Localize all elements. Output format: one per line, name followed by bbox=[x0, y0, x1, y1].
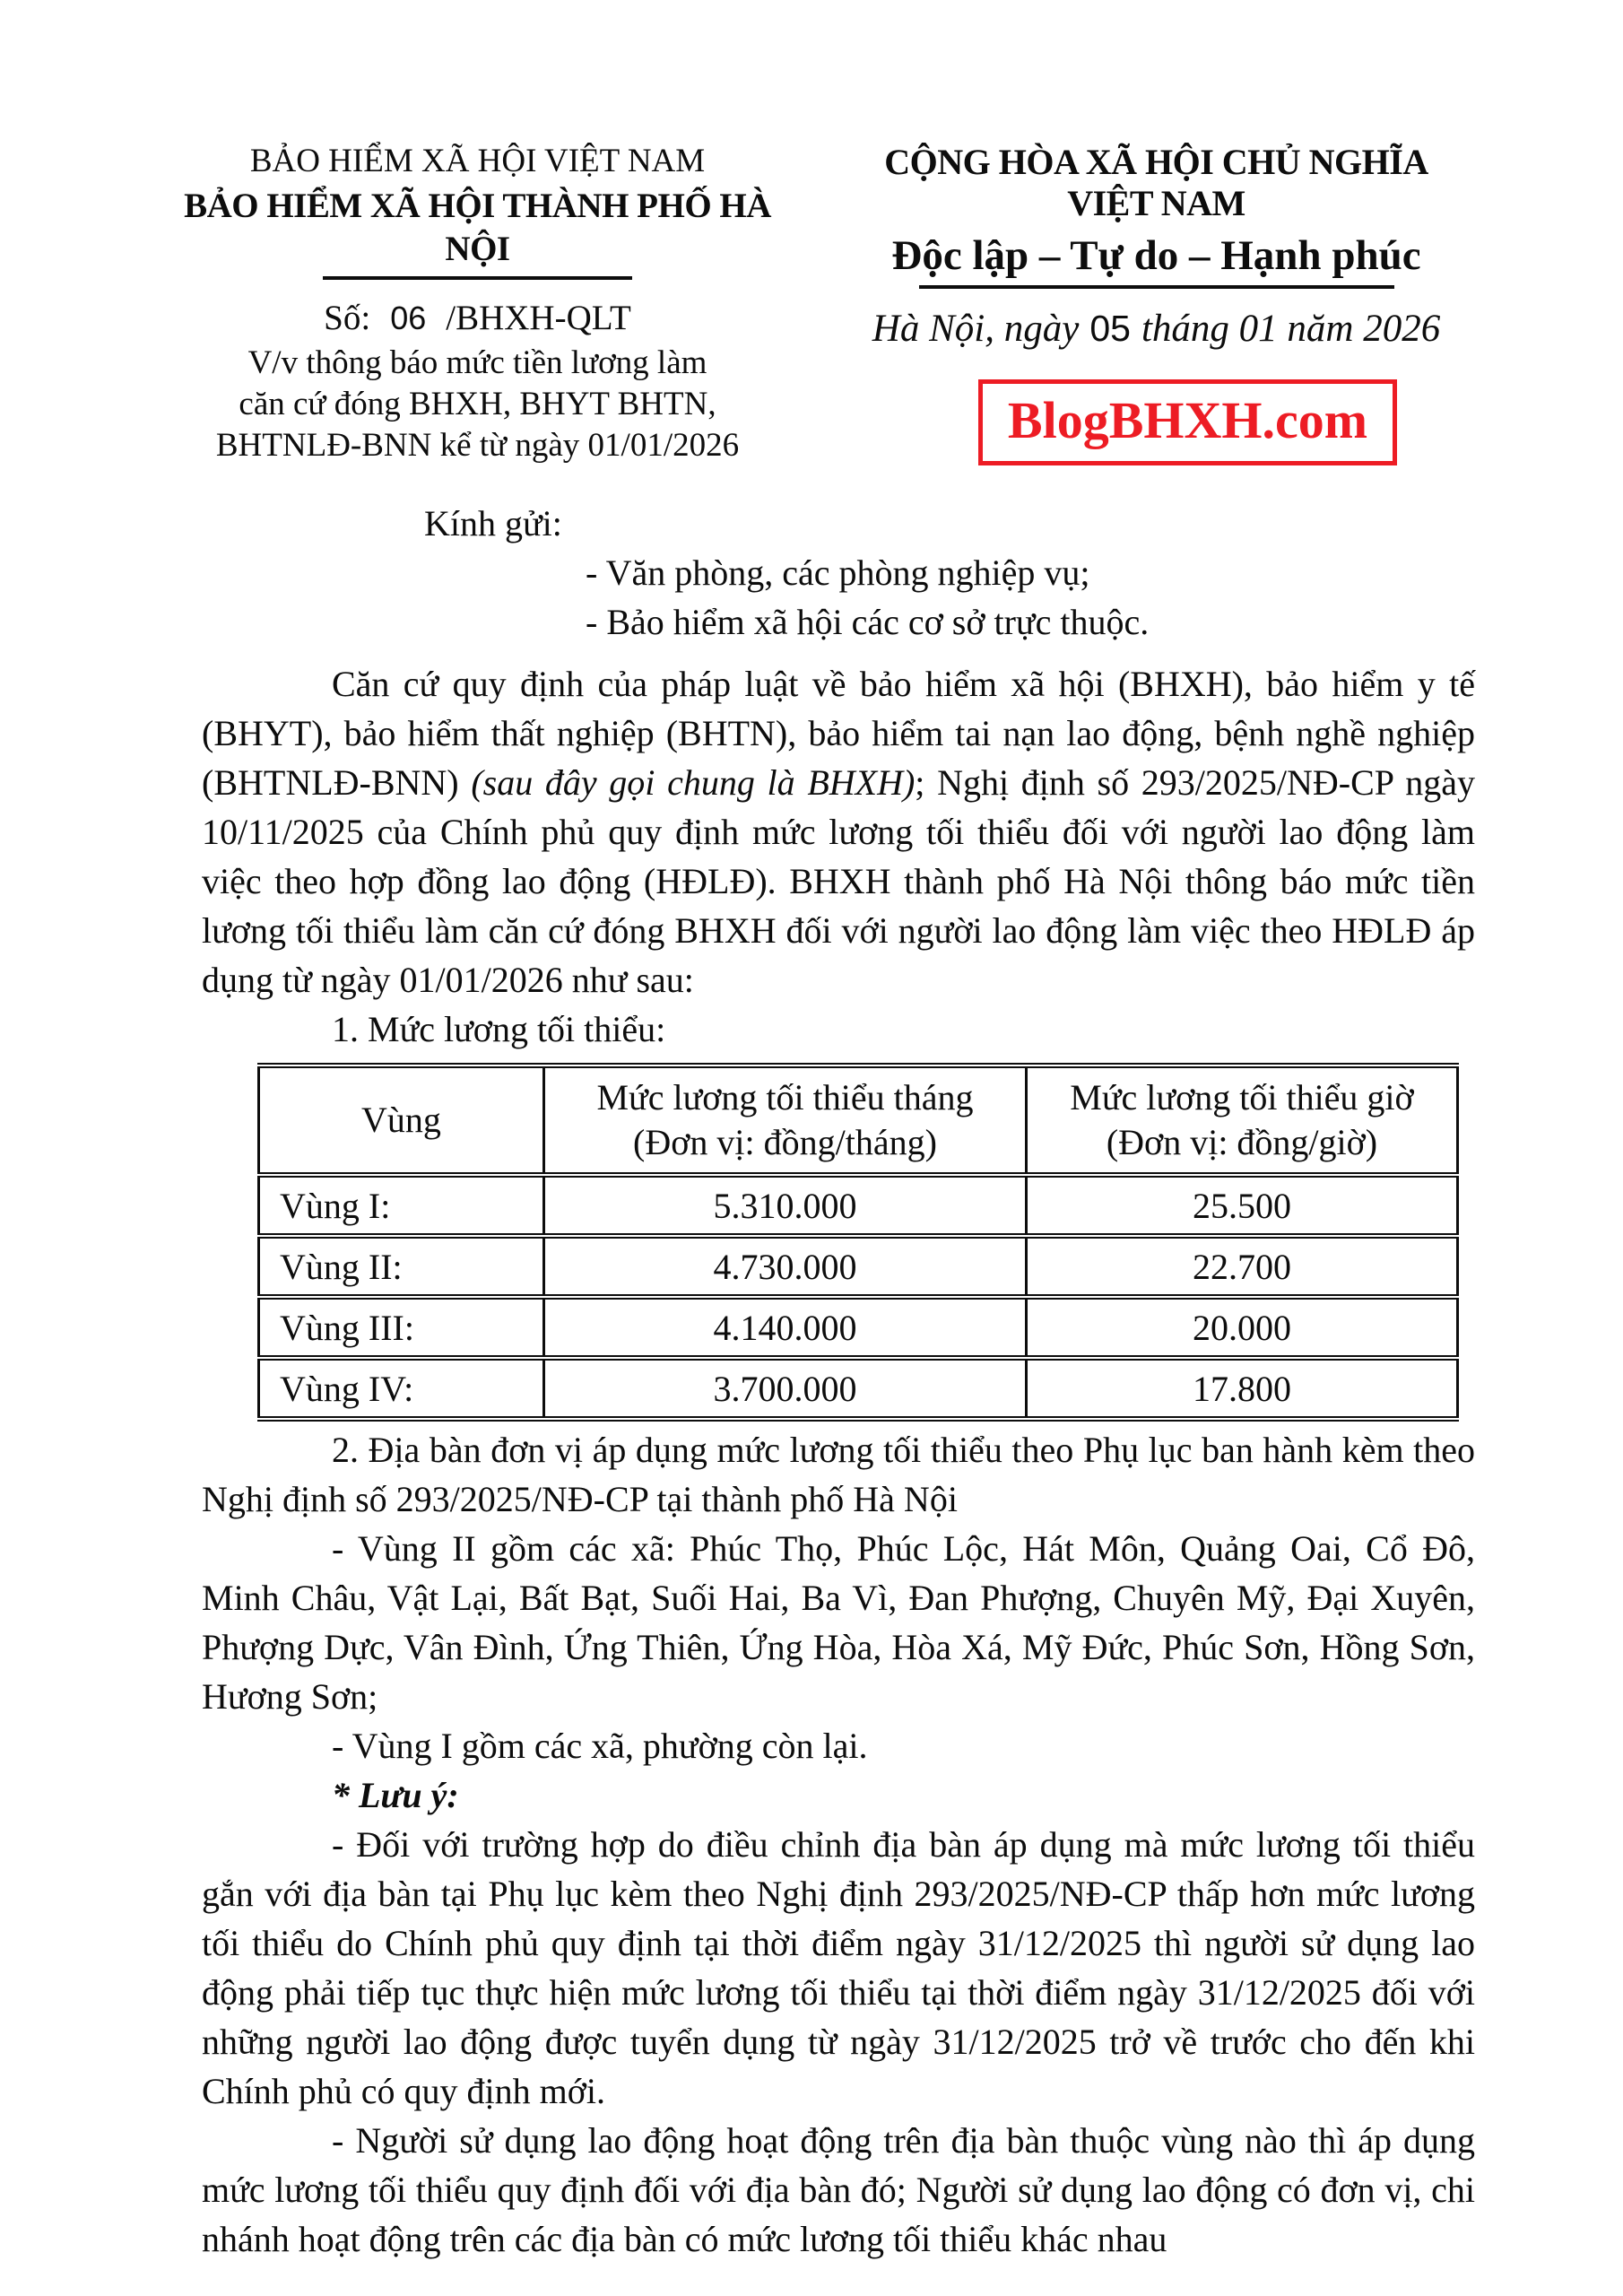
note-item-1: - Đối với trường hợp do điều chỉnh địa bàn áp dụng mà mức lương tối thiểu gắn với địa bàn tại Phụ lục kèm theo Nghị định 293/2025/NĐ-CP thấp hơn mức lương tối thiểu do Chính phủ quy định tại thời điểm ngày 31/12/2025 thì người sử dụng lao động phải tiếp tục thực hiện mức lương tối thiểu tại thời điểm ngày 31/12/2025 đối với những người lao động được tuyển dụng từ ngày 31/12/2025 trở về trước cho đến khi Chính phủ có quy định mới. bbox=[202, 1824, 1475, 2111]
recipient-item-2: - Bảo hiểm xã hội các cơ sở trực thuộc. bbox=[586, 602, 1150, 642]
doc-no-suffix: /BHXH-QLT bbox=[446, 299, 631, 337]
intro-text-2: ; Nghị định số 293/2025/NĐ-CP ngày 10/11/2025 của Chính phủ quy định mức lương tối thiểu đối với người lao động làm việc theo hợp đồng lao động (HĐLĐ). BHXH thành phố Hà Nội thông báo mức tiền lương tối thiểu làm căn cứ đóng BHXH đối với người lao động làm việc theo HĐLĐ áp dụng từ ngày 01/01/2026 như sau: bbox=[202, 762, 1476, 1000]
issuer-block bbox=[179, 142, 776, 466]
column-header-monthly bbox=[544, 1065, 1027, 1175]
section2-zone1-note: - Vùng I gồm các xã, phường còn lại. bbox=[332, 1726, 868, 1766]
column-header-hourly-unit: (Đơn vị: đồng/giờ) bbox=[1106, 1122, 1378, 1162]
zone1-hourly-wage: 25.500 bbox=[1027, 1175, 1458, 1236]
notes-label: * Lưu ý: bbox=[332, 1775, 459, 1815]
zone3-label: Vùng III: bbox=[259, 1297, 544, 1358]
intro-text-italic: (sau đây gọi chung là BHXH) bbox=[471, 762, 916, 803]
zone2-monthly-wage: 4.730.000 bbox=[544, 1236, 1027, 1297]
table-header-row bbox=[259, 1065, 1458, 1175]
date-day-value: 05 bbox=[1089, 308, 1131, 349]
issuer-parent-org: BẢO HIỂM XÃ HỘI VIỆT NAM bbox=[249, 143, 706, 179]
zone1-label: Vùng I: bbox=[259, 1175, 544, 1236]
document-number-line bbox=[179, 298, 776, 339]
zone2-hourly-wage: 22.700 bbox=[1027, 1236, 1458, 1297]
document-header bbox=[0, 0, 1623, 466]
zone2-label: Vùng II: bbox=[259, 1236, 544, 1297]
zone3-hourly-wage: 20.000 bbox=[1027, 1297, 1458, 1358]
minimum-wage-table bbox=[257, 1063, 1459, 1422]
recipient-item-1: - Văn phòng, các phòng nghiệp vụ; bbox=[586, 552, 1090, 593]
spacer bbox=[202, 647, 1475, 659]
column-header-monthly-unit: (Đơn vị: đồng/tháng) bbox=[633, 1122, 937, 1162]
table-row-zone2 bbox=[259, 1236, 1458, 1297]
section1-heading: 1. Mức lương tối thiểu: bbox=[332, 1009, 666, 1049]
table-row-zone1 bbox=[259, 1175, 1458, 1236]
subject-line-3: BHTNLĐ-BNN kể từ ngày 01/01/2026 bbox=[215, 427, 740, 464]
column-header-hourly-title: Mức lương tối thiểu giờ bbox=[1070, 1077, 1414, 1118]
table-row-zone4 bbox=[259, 1358, 1458, 1419]
place-date-line bbox=[840, 305, 1472, 352]
intro-paragraph bbox=[202, 659, 1475, 1004]
zone3-monthly-wage: 4.140.000 bbox=[544, 1297, 1027, 1358]
intro-text-1: Căn cứ quy định của pháp luật về bảo hiểm xã hội (BHXH), bảo hiểm y tế (BHYT), bảo hiểm thất nghiệp (BHTN), bảo hiểm tai nạn lao động, bệnh nghề nghiệp (BHTNLĐ-BNN) bbox=[202, 664, 1475, 803]
doc-no-label: Số: bbox=[324, 299, 371, 337]
table-row-zone3 bbox=[259, 1297, 1458, 1358]
salutation: Kính gửi: bbox=[424, 503, 562, 544]
issuer-underline bbox=[323, 276, 632, 280]
column-header-hourly bbox=[1027, 1065, 1458, 1175]
column-header-monthly-title: Mức lương tối thiểu tháng bbox=[596, 1077, 974, 1118]
date-suffix: tháng 01 năm 2026 bbox=[1141, 308, 1441, 350]
zone4-hourly-wage: 17.800 bbox=[1027, 1358, 1458, 1419]
column-header-region: Vùng bbox=[259, 1065, 544, 1175]
zone4-monthly-wage: 3.700.000 bbox=[544, 1358, 1027, 1419]
issuer-org-name: BẢO HIỂM XÃ HỘI THÀNH PHỐ HÀ NỘI bbox=[184, 187, 771, 268]
zone1-monthly-wage: 5.310.000 bbox=[544, 1175, 1027, 1236]
document-body bbox=[0, 466, 1623, 2264]
section2-heading: 2. Địa bàn đơn vị áp dụng mức lương tối thiểu theo Phụ lục ban hành kèm theo Nghị định số 293/2025/NĐ-CP tại thành phố Hà Nội bbox=[202, 1430, 1475, 1519]
national-motto: Độc lập – Tự do – Hạnh phúc bbox=[891, 232, 1421, 279]
blogbhxh-watermark-box bbox=[978, 379, 1397, 465]
subject-line-2: căn cứ đóng BHXH, BHYT BHTN, bbox=[239, 386, 716, 422]
section2-zone2-list: - Vùng II gồm các xã: Phúc Thọ, Phúc Lộc, Hát Môn, Quảng Oai, Cổ Đô, Minh Châu, Vật Lại, Bất Bạt, Suối Hai, Ba Vì, Đan Phượng, Chuyên Mỹ, Đại Xuyên, Phượng Dực, Vân Đình, Ứng Thiên, Ứng Hòa, Hòa Xá, Mỹ Đức, Phúc Sơn, Hồng Sơn, Hương Sơn; bbox=[202, 1528, 1475, 1717]
doc-no-value: 06 bbox=[390, 300, 427, 336]
subject-line-1: V/v thông báo mức tiền lương làm bbox=[247, 344, 707, 381]
blogbhxh-watermark-text: BlogBHXH.com bbox=[1007, 391, 1368, 449]
national-header-block bbox=[840, 142, 1472, 466]
note-item-2: - Người sử dụng lao động hoạt động trên địa bàn thuộc vùng nào thì áp dụng mức lương tối thiểu quy định đối với địa bàn đó; Người sử dụng lao động có đơn vị, chi nhánh hoạt động trên các địa bàn có mức lương tối thiểu khác nhau bbox=[202, 2120, 1475, 2259]
motto-underline bbox=[919, 285, 1394, 289]
document-subject bbox=[179, 343, 776, 466]
zone4-label: Vùng IV: bbox=[259, 1358, 544, 1419]
date-prefix: Hà Nội, ngày bbox=[872, 308, 1080, 350]
country-title: CỘNG HÒA XÃ HỘI CHỦ NGHĨA VIỆT NAM bbox=[884, 142, 1428, 223]
